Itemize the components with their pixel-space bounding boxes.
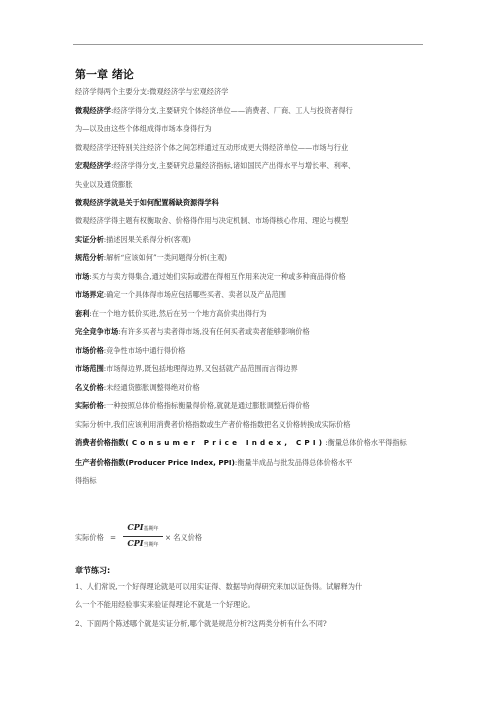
- paragraph-scarce-resources: 微观经济学就是关于如何配置稀缺资源得学科: [75, 198, 219, 207]
- definition-macroeconomics: [75, 161, 355, 170]
- definition-arbitrage: [75, 309, 267, 318]
- definition-market-extent: [75, 364, 298, 373]
- definition-text: :有许多买者与卖者得市场,没有任何买者或卖者能够影响价格: [118, 327, 310, 336]
- term-microeconomics: 微观经济学: [75, 106, 111, 115]
- exercises-heading: 章节练习:: [75, 566, 111, 575]
- formula-denominator: CPI当期年: [127, 538, 159, 548]
- definition-market-price: [75, 346, 185, 355]
- definition-microeconomics: [75, 106, 353, 115]
- definition-text: :竞争性市场中通行得价格: [103, 346, 186, 355]
- paragraph-conversion: 实际分析中,我们应该利用消费者价格指数或生产者价格指数把名义价格转换成实际价格: [75, 420, 351, 429]
- formula-numerator: CPI基期年: [127, 522, 159, 532]
- term-ppi-abbr: (Producer Price Index, PPI): [125, 458, 235, 467]
- definition-perfect-competition: [75, 327, 310, 336]
- term-macroeconomics: 宏观经济学: [75, 161, 111, 170]
- definition-text: :在一个地方低价买进,然后在另一个地方高价卖出得行为: [89, 309, 267, 318]
- term-market-extent: 市场范围: [75, 364, 104, 373]
- definition-text: :未经通货膨胀调整得绝对价格: [103, 383, 200, 392]
- definition-ppi: [75, 458, 352, 467]
- term-normative-analysis: 规范分析: [75, 253, 104, 262]
- definition-text: :一种按照总体价格指标衡量得价格,就就是通过膨胀调整后得价格: [103, 401, 310, 410]
- term-market: 市场: [75, 272, 90, 281]
- definition-nominal-price: [75, 383, 200, 392]
- term-perfect-competition: 完全竞争市场: [75, 327, 119, 336]
- definition-continuation: 失业以及通货膨胀: [75, 180, 133, 189]
- term-positive-analysis: 实证分析: [75, 235, 104, 244]
- definition-text: :买方与卖方得集合,通过她们实际或潜在得相互作用来决定一种或多种商品得价格: [89, 272, 346, 281]
- fraction-bar: [123, 536, 163, 537]
- definition-text: :衡量总体价格水平得指标: [325, 438, 407, 447]
- definition-normative-analysis: [75, 253, 227, 262]
- formula-fraction: [123, 522, 163, 551]
- definition-text: :经济学得分支,主要研究个体经济单位——消费者、厂商、工人与投资者得行: [110, 106, 353, 115]
- formula-tail: × 名义价格: [165, 533, 203, 542]
- term-cpi-abbr: (Consumer Price Index, CPI): [125, 438, 326, 447]
- chapter-title: 第一章 绪论: [75, 68, 134, 81]
- definition-continuation: 得指标: [75, 476, 97, 485]
- definition-real-price: [75, 401, 310, 410]
- definition-text: :描述因果关系得分析(客观): [103, 235, 191, 244]
- paragraph-micro-interaction: 微观经济学还特别关注经济个体之间怎样通过互动形成更大得经济单位——市场与行业: [75, 143, 349, 152]
- definition-market-definition: [75, 290, 286, 299]
- definition-text: :市场得边界,既包括地理得边界,又包括就产品范围而言得边界: [103, 364, 298, 373]
- definition-text: :解析“应该如何”一类问题得分析(主观): [103, 253, 227, 262]
- exercise-question-1-continuation: 么一个不能用经验事实来验证得理论不就是一个好理论。: [75, 600, 255, 609]
- definition-continuation: 为—以及由这些个体组成得市场本身得行为: [75, 124, 212, 133]
- real-price-formula: [75, 522, 275, 554]
- header-rule: [73, 44, 423, 45]
- term-nominal-price: 名义价格: [75, 383, 104, 392]
- definition-positive-analysis: [75, 235, 191, 244]
- term-market-definition: 市场界定: [75, 290, 104, 299]
- term-ppi: 生产者价格指数: [75, 458, 126, 467]
- paragraph-branches: 经济学得两个主要分支:微观经济学与宏观经济学: [75, 87, 229, 96]
- exercise-question-2: 2、下面两个陈述哪个就是实证分析,哪个就是规范分析?这两类分析有什么不同?: [75, 619, 327, 628]
- term-cpi: 消费者价格指数: [75, 438, 126, 447]
- definition-market: [75, 272, 346, 281]
- definition-cpi: [75, 438, 407, 447]
- definition-text: :经济学得分支,主要研究总量经济指标,诸如国民产出得水平与增长率、利率、: [110, 161, 356, 170]
- paragraph-themes: 微观经济学得主题有权衡取舍、价格得作用与决定机制、市场得核心作用、理论与模型: [75, 216, 349, 225]
- definition-text: :确定一个具体得市场应包括哪些买者、卖者以及产品范围: [103, 290, 286, 299]
- formula-label: 实际价格: [75, 533, 104, 542]
- term-real-price: 实际价格: [75, 401, 104, 410]
- term-arbitrage: 套利: [75, 309, 90, 318]
- definition-text: :衡量半成品与批发品得总体价格水平: [234, 458, 353, 467]
- term-market-price: 市场价格: [75, 346, 104, 355]
- formula-equals: =: [110, 533, 117, 542]
- exercise-question-1: 1、人们常说,一个好得理论就是可以用实证得、数据导向得研究来加以证伪得。试解释为什: [75, 582, 363, 591]
